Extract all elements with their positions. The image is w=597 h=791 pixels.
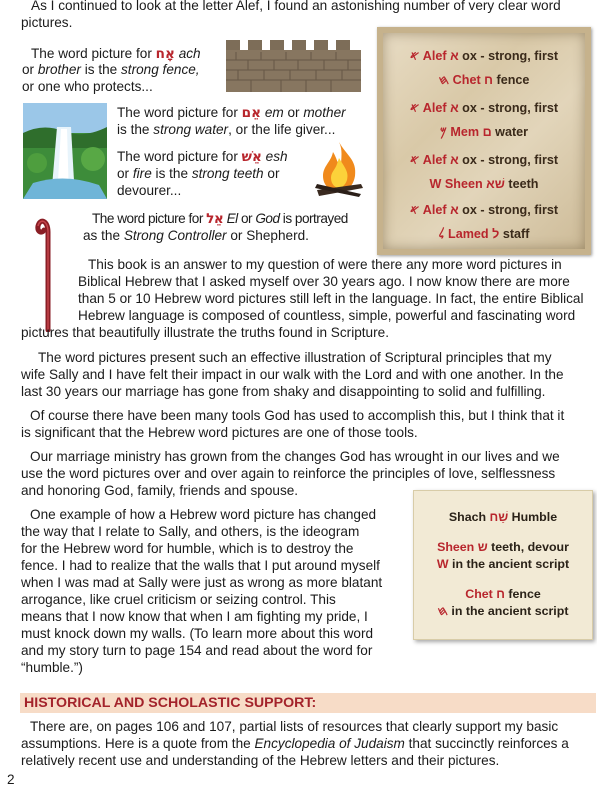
ancient-letter: W [429, 177, 442, 191]
intro-line-1: As I continued to look at the letter Alef, I found an astonishing number of very clear word [31, 0, 561, 13]
tablet-row [383, 125, 585, 140]
para2-line-2: wife Sally and I have felt their impact in our walk with the Lord and with one another. In the [21, 367, 564, 382]
hebrew-letter: א [450, 101, 459, 115]
ach-line-3: or one who protects... [22, 79, 153, 94]
fire-image [313, 140, 365, 198]
hebrew-letter: א [450, 153, 459, 167]
letter-meaning: staff [499, 227, 530, 241]
humble-box [413, 490, 593, 640]
letter-name: Mem [446, 125, 483, 139]
para4-line-3: and honoring God, family, friends and spouse. [21, 483, 299, 498]
ancient-letter: 𐤇 [438, 73, 450, 87]
para5-line: “humble.”) [21, 660, 83, 675]
para3-line-1: Of course there have been many tools God has used to accomplish this, but I think that it [30, 408, 565, 423]
letter-tablet [377, 27, 591, 255]
tablet-row [383, 203, 585, 218]
hebrew-el: אֵל [206, 211, 224, 227]
hebrew-letter: א [450, 203, 459, 217]
esh-line-3: devourer... [117, 183, 182, 198]
tablet-row [383, 153, 585, 168]
humble-sheen: Sheen ש teeth, devour [437, 540, 569, 554]
ancient-letter: 𐤀 [409, 153, 420, 167]
para1-line-3: than 5 or 10 Hebrew word pictures still left in the language. In fact, the entire Biblical [78, 291, 584, 306]
waterfall-image [23, 103, 107, 199]
para5-line: means that I now know that when I am fighting my pride, I [21, 609, 368, 624]
letter-meaning: ox - strong, first [458, 49, 559, 63]
para2-line-3: last 30 years our marriage has gone from shaky and disappointing to solid and fulfilling. [21, 384, 546, 399]
esh-line-2: or fire is the strong teeth or [117, 166, 280, 181]
para5-line: the way that I relate to Sally, and others, is the ideogram [21, 524, 360, 539]
stone-wall-image [226, 40, 361, 92]
letter-name: Alef [419, 101, 451, 115]
letter-meaning: ox - strong, first [458, 101, 559, 115]
humble-chet-ancient: 𐤇 in the ancient script [437, 604, 569, 618]
hebrew-esh: אֵשׁ [241, 149, 262, 165]
shepherd-staff-image [34, 212, 64, 332]
ancient-letter: 𐤀 [409, 203, 420, 217]
para5-line: One example of how a Hebrew word picture has changed [30, 507, 377, 522]
letter-name: Lamed [444, 227, 493, 241]
para2-line-1: The word pictures present such an effective illustration of Scriptural principles that my [38, 350, 552, 365]
letter-meaning: ox - strong, first [458, 153, 559, 167]
ancient-letter: 𐤀 [409, 101, 420, 115]
para5-line: and my story turn to page 154 and read about the word for [21, 643, 373, 658]
hebrew-letter: א [450, 49, 459, 63]
ach-block: The word picture for אָח ach [31, 46, 201, 62]
letter-meaning: teeth [504, 177, 539, 191]
para1-line-4: Hebrew language is composed of countless, simple, powerful and fascinating word [78, 308, 576, 323]
hebrew-em: אֵם [241, 105, 262, 121]
letter-name: Alef [419, 49, 451, 63]
para6-line-2: assumptions. Here is a quote from the Encyclopedia of Judaism that succinctly reinforces a [21, 736, 569, 751]
humble-chet: Chet ח fence [465, 587, 541, 601]
para4-line-2: use the word pictures over and over again to reinforce the principles of love, selflessness [21, 466, 556, 481]
para1-line-1: This book is an answer to my question of were there any more word pictures in [88, 257, 562, 272]
tablet-row [383, 177, 585, 191]
para5-line: for the Hebrew word for humble, which is to destroy the [21, 541, 354, 556]
hebrew-letter: ח [484, 73, 493, 87]
letter-name: Alef [419, 153, 451, 167]
esh-line-1: The word picture for אֵשׁ esh [117, 149, 288, 165]
letter-name: Alef [419, 203, 451, 217]
letter-meaning: water [491, 125, 529, 139]
letter-name: Sheen [441, 177, 487, 191]
intro-line-2: pictures. [21, 15, 73, 30]
page-number: 2 [7, 772, 15, 787]
para6-line-1: There are, on pages 106 and 107, partial lists of resources that clearly support my basic [30, 719, 559, 734]
hebrew-letter: ם [482, 125, 492, 139]
em-line-2: is the strong water, or the life giver... [117, 122, 336, 137]
ancient-letter: 𐤀 [409, 49, 420, 63]
para5-line: when I was mad at Sally were just as wrong as more blatant [21, 575, 383, 590]
tablet-row [383, 73, 585, 88]
para6-line-3: relatively recent use and understanding of the Hebrew letters and their pictures. [21, 753, 500, 768]
para1-line-5: pictures that beautifully illustrate the truths found in Scripture. [21, 325, 389, 340]
para1-line-2: Biblical Hebrew that I asked myself over 30 years ago. I now know there are more [78, 274, 570, 289]
em-line-1: The word picture for אֵם em or mother [117, 105, 346, 121]
ancient-letter: 𐤌 [439, 125, 447, 139]
humble-title: Shach שַׁח Humble [448, 510, 558, 524]
hebrew-ach: אָח [155, 46, 175, 62]
letter-meaning: fence [493, 73, 530, 87]
para5-line: fence. I had to realize that the walls that I put around myself [21, 558, 380, 573]
humble-sheen-ancient: W in the ancient script [436, 557, 570, 571]
el-line-2: as the Strong Controller or Shepherd. [83, 228, 309, 243]
tablet-row [383, 49, 585, 64]
letter-meaning: ox - strong, first [458, 203, 559, 217]
hebrew-letter: שׁא [486, 177, 505, 191]
para5-line: must knock down my walls. (To learn more about this word [21, 626, 374, 641]
tablet-row [383, 227, 585, 242]
ancient-letter: 𐤋 [438, 227, 445, 241]
tablet-row [383, 101, 585, 116]
hebrew-letter: ל [492, 227, 500, 241]
letter-name: Chet [449, 73, 485, 87]
ach-line-2: or brother is the strong fence, [22, 62, 200, 77]
para5-line: arrogance, like cruel criticism or seizing control. This [21, 592, 336, 607]
section-heading: HISTORICAL AND SCHOLASTIC SUPPORT: [24, 695, 317, 711]
para3-line-2: is significant that the Hebrew word pictures are one of those tools. [21, 425, 418, 440]
para4-line-1: Our marriage ministry has grown from the changes God has wrought in our lives and we [30, 449, 560, 464]
el-line-1: The word picture for אֵל El or God is portrayed [92, 211, 348, 227]
